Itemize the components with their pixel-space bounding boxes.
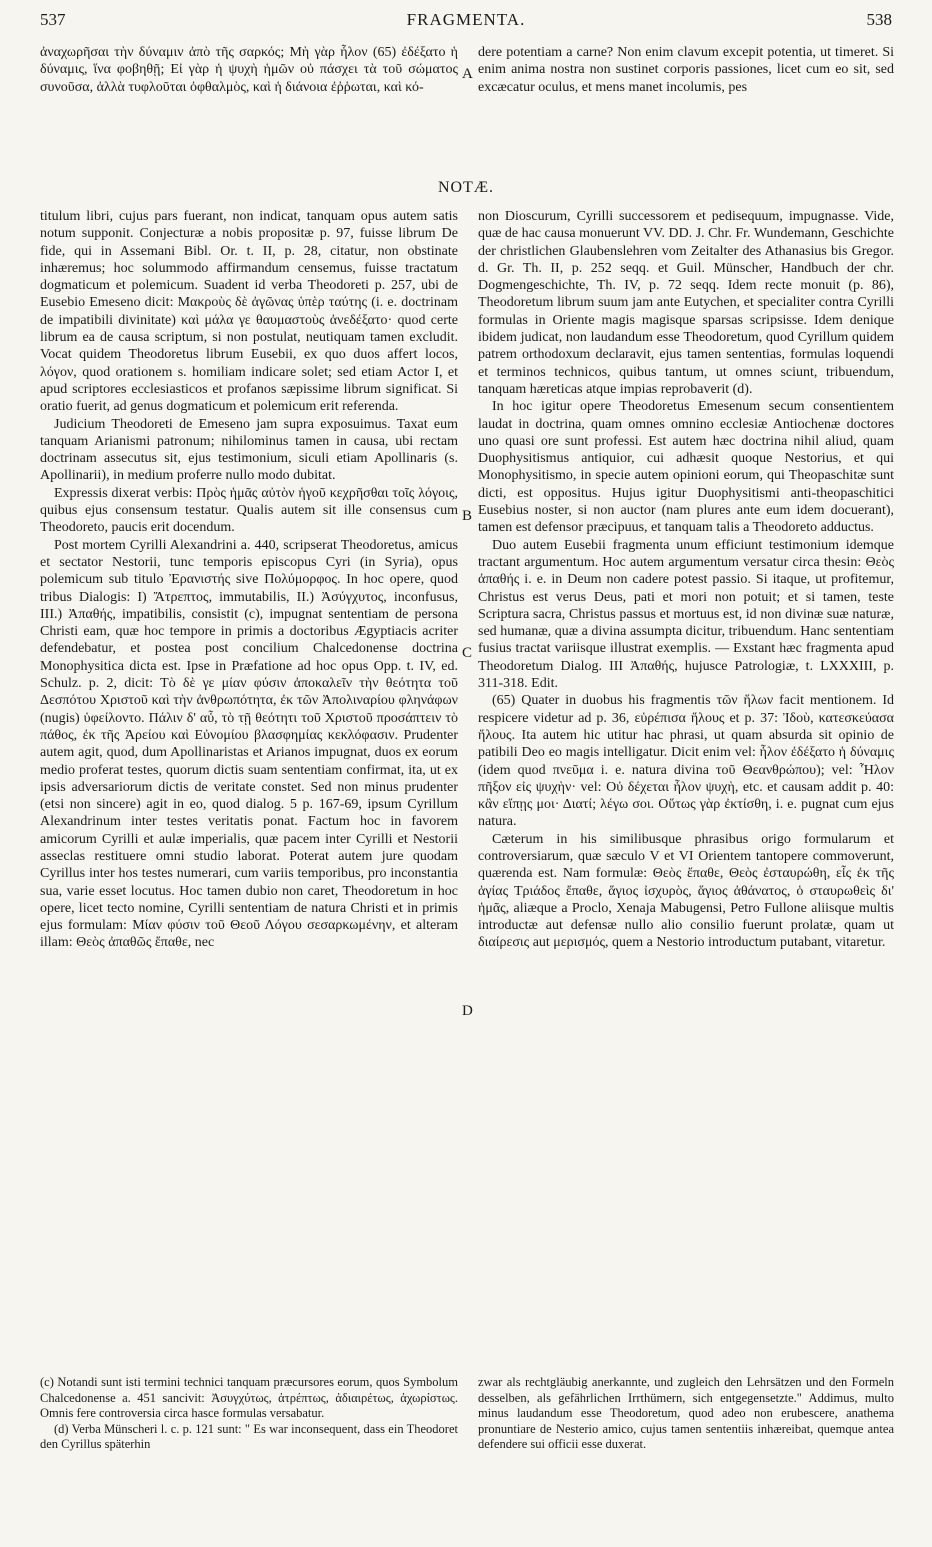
paragraph: non Dioscurum, Cyrilli successorem et pedisequum, impugnasse. Vide, quæ de hac causa monuerunt VV. DD. J. Chr. Fr. Wundemann, Geschichte der christlichen Glaubenslehren vom Zeitalter des Athanasius bis Gregor. d. Gr. Th. II, p. 252 seqq. et Guil. Münscher, Handbuch der chr. Dogmengeschichte, Th. IV, p. 72 seqq. Idem recte monuit (p. 86), Theodoretum librum suum jam ante Eutychen, et specialiter contra Cyrilli formulas in Oriente magis magisque sparsas scripsisse. Idem denique ibidem judicat, non laudandum esse Theodoretum, quod Cyrillum quidem patrem orthodoxum declaravit, ejus tamen sententias, formulas loquendi et terminos technicos, quibus tantum, ut omnes sciunt, tribuendum, tanquam hæreticas atque impias reprobaverit (d). <box>478 209 894 397</box>
latin-text: dere potentiam a carne? Non enim clavum excepit potentia, ut timeret. Si enim anima nostra non sustinet corporis passiones, licet cum eo sit, sed excæcatur oculus, et mens manet incolumis, pes <box>478 45 894 95</box>
paragraph: Cæterum in his similibusque phrasibus origo formularum et controversiarum, quæ sæculo V et VI Orientem tantopere commoverunt, quærenda est. Nam formulæ: Θεὸς ἔπαθε, Θεὸς ἐσταυρώθη, εἷς ἐκ τῆς ἁγίας Τριάδος ἔπαθε, ἅγιος ἰσχυρὸς, ἅγιος ἀθάνατος, ὁ σταυρωθεὶς δι' ἡμᾶς, aliæque a Proclo, Xenaja Mabugensi, Petro Fullone aliisque multis introductæ aut defensæ nullo alio consilio fuerunt prolatæ, quam ut διαίρεσις aut μερισμός, quem a Nestorio introductum putabant, vitaretur. <box>478 831 894 951</box>
paragraph: Post mortem Cyrilli Alexandrini a. 440, scripserat Theodoretus, amicus et sectator Nestorii, tunc temporis episcopus Cyri (in Syria), opus polemicum sub titulo Ἐρανιστής sive Πολύμορφος. In hoc opere, quod tribus Dialogis: I) Ἄτρεπτος, immutabilis, II.) Ἀσύγχυτος, inconfusus, III.) Ἀπαθής, impatibilis, consistit (c), impugnat sententiam de persona Christi eam, quæ hoc tempore in primis a doctoribus Ægyptiacis acriter defendebatur, et postea post concilium Chalcedonense doctrina Monophysitica dicta est. Ipse in Præfatione ad hoc opus Opp. t. IV, ed. Schulz. p. 2, dicit: Τὸ δὲ γε μίαν φύσιν ἀποκαλεῖν τὴν θεότητα τοῦ Δεσπότου Χριστοῦ καὶ τὴν ἀνθρωπότητα, ἐκ τῶν Ἀπολιναρίου φληνάφων (nugis) ὑφείλοντο. Πάλιν δ' αὖ, τὸ τῇ θεότητι τοῦ Χριστοῦ προσάπτειν τὸ πάθος, ἐκ τῆς Ἀρείου καὶ Εὐνομίου βλασφημίας κεκλόφασιν. Prudenter autem agit, quod, dum Apollinaristas et Arianos impugnat, duos ex eorum medio proferat testes, quorum dictis suam sententiam confirmat, ita, ut ex ipsis adversariorum dictis de veritate constet. Sed non minus prudenter (etsi non sincere) agit in eo, quod dialog. 5 p. 167-69, ipsum Cyrillum Alexandrinum inter testes veritatis ponat. Factum hoc in favorem amicorum Cyrilli et aulæ imperialis, quæ pacem inter Cyrilli et Nestorii asseclas restituere omni studio laborat. Poterat autem jure quodam Cyrillus inter hos testes numerari, cum variis temporibus, pro inconstantia sua, varie esset locutus. Hoc tamen dubio non caret, Theodoretum in hoc opere, licet tecto nomine, Cyrilli sententiam de natura Christi et in primis ejus formulam: Μίαν φύσιν τοῦ Θεοῦ Λόγου σεσαρκωμένην, et alteram illam: Θεὸς ἀπαθῶς ἔπαθε, nec <box>40 537 458 951</box>
paragraph: Expressis dixerat verbis: Πρὸς ἡμᾶς αὐτὸν ἡγοῦ κεχρῆσθαι τοῖς λόγοις, quibus ejus consensum testatur. Qualis autem sit ille consensus cum Theodoreto, paucis erit docendum. <box>40 485 458 536</box>
margin-mark-d: D <box>462 1003 473 1019</box>
page-number-left: 537 <box>40 10 66 29</box>
paragraph: In hoc igitur opere Theodoretus Emesenum secum consentientem laudat in doctrina, quam omnes omnino ecclesiæ Antiochenæ doctores uno quasi ore sunt professi. Est autem hæc doctrina nihil aliud, quam Duophysitismus antiquior, cui adhæsit quoque Nestorius, et qui Monophysitismo, in specie autem opinioni eorum, qui Theopaschitæ sunt dicti, est oppositus. Hujus igitur Duophysitismi anti-theopaschitici Eusebius noster, si non auctor (nam plures ante eum idem docuerant), tamen est defensor præcipuus, et tanquam talis a Theodoreto adductus. <box>478 399 894 536</box>
footnotes-left <box>40 1375 458 1535</box>
footnote: (c) Notandi sunt isti termini technici tanquam præcursores eorum, quos Symbolum Chalcedonense a. 451 sancivit: Ἀσυγχύτως, ἀτρέπτως, ἀδιαιρέτως, ἀχωρίστως. Omnis fere controversia circa hasce formulas versabatur. <box>40 1375 458 1420</box>
notes-heading: NOTÆ. <box>437 179 495 196</box>
margin-mark-c: C <box>462 645 473 661</box>
footnote: (d) Verba Münscheri l. c. p. 121 sunt: " Es war inconsequent, dass ein Theodoret den Cyrillus späterhin <box>40 1421 458 1451</box>
margin-mark-b: B <box>462 508 473 524</box>
paragraph: titulum libri, cujus pars fuerant, non indicat, tanquam opus autem satis notum supponit. Conjecturæ a nobis propositæ p. 97, fuisse librum De fide, qui in Assemani Bibl. Or. t. II, p. 28, citatur, non obstinate inhæremus; hoc solummodo affirmandum censemus, fuisse tractatum dogmaticum et polemicum. Suadent id verba Theodoreti p. 257, ubi de Eusebio Emeseno dicit: Μακροὺς δὲ ἀγῶνας ὑπὲρ ταύτης (i. e. doctrinam de impatibili divinitate) καὶ μάλα γε θαυμαστοὺς ἀνεδέξατο· quod certe librum ea de causa scriptum, si non postulat, neutiquam tamen excludit. Vocat quidem Theodoretus librum Eusebii, ex quo duos affert locos, λόγον, quod orationem s. homiliam indicare solet; sed etiam Actor I, et apud scriptores ecclesiasticos et profanos sæpissime librum significat. Si oratio fuerit, ad genus dogmaticum et polemicum erit referenda. <box>40 209 458 415</box>
greek-text-column <box>40 44 458 164</box>
paragraph: Judicium Theodoreti de Emeseno jam supra exposuimus. Taxat eum tanquam Arianismi patronum; nihilominus tamen in causa, ubi rectam doctrinam assecutus sit, ejus testimonium, siculi etiam Apollinaris (s. Apollinarii), in medium proferre nullo modo dubitat. <box>40 416 458 484</box>
greek-text: ἀναχωρῆσαι τὴν δύναμιν ἀπὸ τῆς σαρκός; Μὴ γὰρ ἧλον (65) ἐδέξατο ἡ δύναμις, ἵνα φοβηθῇ; Εἰ γὰρ ἡ ψυχὴ ἡμῶν οὐ πάσχει τὰ τοῦ σώματος συνοῦσα, ἀλλὰ τυφλοῦται ὀφθαλμὸς, καὶ ἡ διάνοια ἐῤῥωται, καὶ κό- <box>40 45 458 95</box>
margin-mark-a: A <box>462 66 473 82</box>
running-title: FRAGMENTA. <box>406 10 526 29</box>
page-number-right: 538 <box>866 10 892 29</box>
footnote: zwar als rechtgläubig anerkannte, und zugleich den Lehrsätzen und den Formeln desselben, als gefährlichen Irrthümern, sich entgegensetzte." Addimus, multo minus laudandum esse Theodoretum, quod adeo non erubescere, anathema pronuntiare de Nesterio amico, cujus tamen sententiis inhæreibat, quemque antea defendere sui officii esse duxerat. <box>478 1375 894 1451</box>
paragraph: Duo autem Eusebii fragmenta unum efficiunt testimonium idemque tractant argumentum. Hoc autem argumentum versatur circa thesin: Θεὸς ἀπαθής i. e. in Deum non cadere potest passio. Si itaque, ut profitemur, Christus est verus Deus, pati et mori non potuit; et si tamen, teste Scriptura sacra, Christus passus et mortuus est, id non divinæ suæ naturæ, sed humanæ, quæ a divina assumpta dicitur, tribuendum. Hanc sententiam fusius tractat variisque illustrat exemplis. — Exstant hæc fragmenta apud Theodoretum Dialog. III Ἀπαθής, hujusce Patrologiæ, t. LXXXIII, p. 311-318. Edit. <box>478 537 894 692</box>
paragraph: (65) Quater in duobus his fragmentis τῶν ἥλων facit mentionem. Id respicere videtur ad p. 36, εὑρέπισα ἥλους et p. 37: Ἰδοὺ, κατεσκεύασα ἥλους. Ita autem hic utitur hac phrasi, ut quam absurda sit opinio de patibili Deo eo magis intelligatur. Dicit enim vel: ἧλον ἐδέξατο ἡ δύναμις (idem quod πνεῦμα i. e. natura divina τοῦ Θεανθρώπου); vel: Ἧλον πῆξον εἰς ψυχὴν· vel: Οὐ δέχεται ἧλον ψυχὴ, etc. et causam addit p. 40: κἂν εἴπῃς μοι· Διατί; λέγω σοι. Οὕτως γὰρ ἐκτίσθη, i. e. pugnat cum ejus natura. <box>478 693 894 830</box>
notes-right-column <box>478 208 894 1368</box>
notes-left-column <box>40 208 458 1368</box>
running-header <box>40 10 892 34</box>
latin-text-column <box>478 44 894 164</box>
footnotes-right <box>478 1375 894 1535</box>
